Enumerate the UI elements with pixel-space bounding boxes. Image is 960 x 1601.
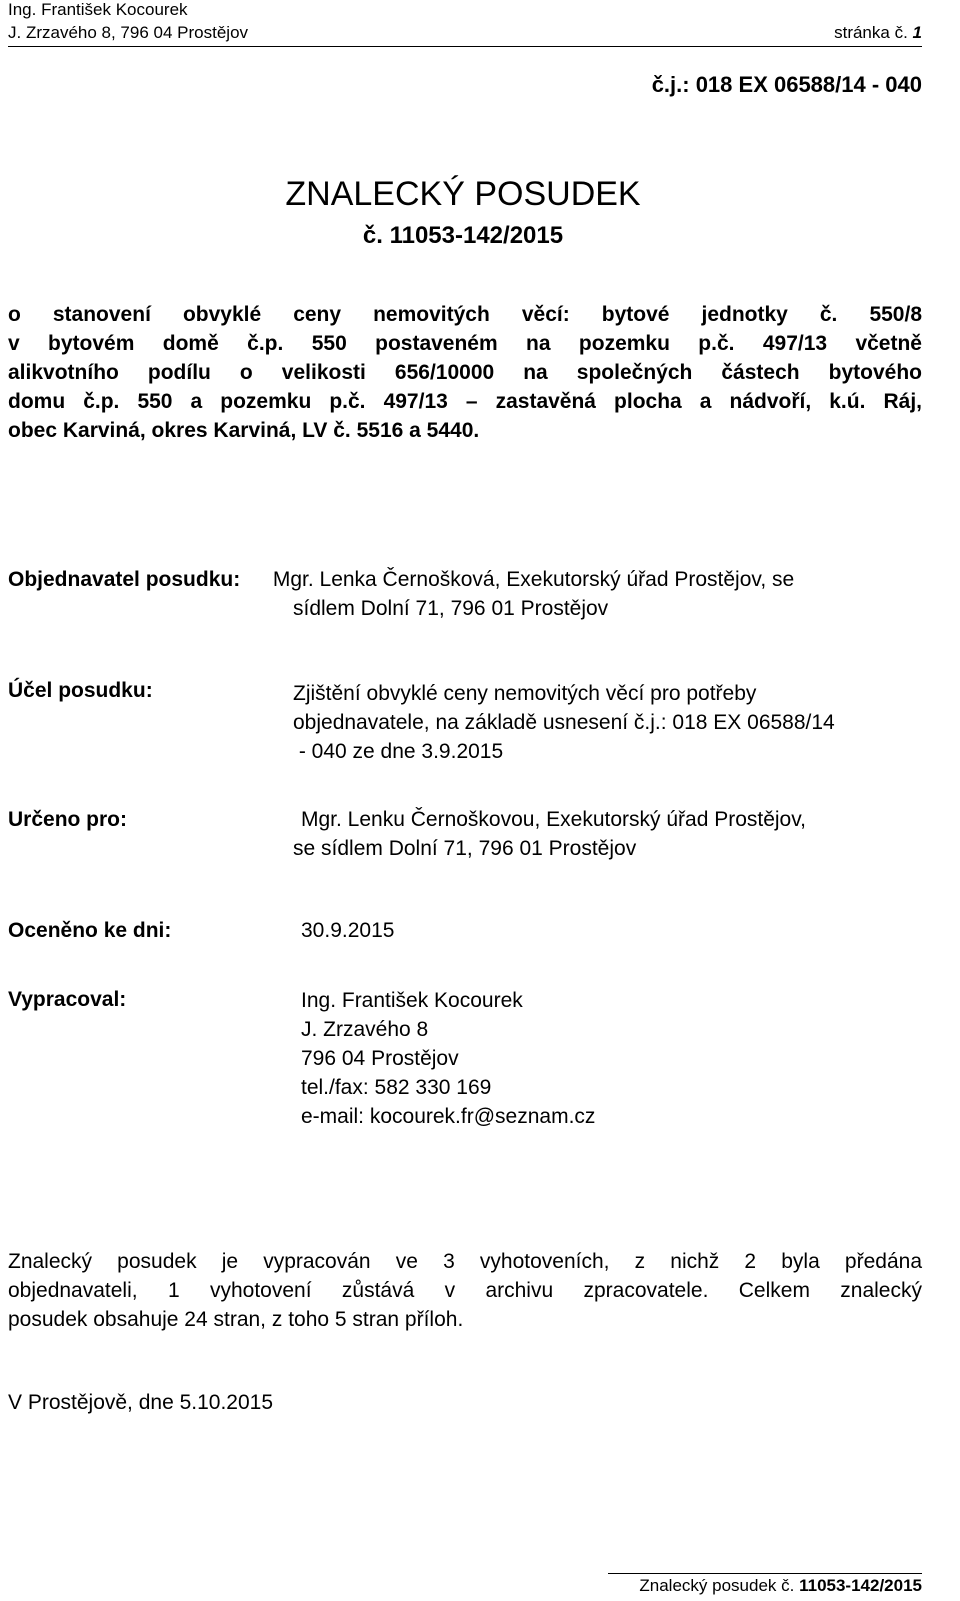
page-label: stránka č.: [834, 23, 908, 42]
subject-description: [8, 300, 922, 445]
footer-divider: [608, 1573, 922, 1574]
purpose-label: Účel posudku:: [8, 679, 153, 702]
preparer-name: Ing. František Kocourek: [301, 989, 523, 1012]
preparer-phone: tel./fax: 582 330 169: [301, 1076, 492, 1099]
document-number: č. 11053-142/2015: [362, 222, 564, 249]
copies-note: [8, 1247, 922, 1334]
description-line: o stanovení obvyklé ceny nemovitých věcí: bytové jednotky č. 550/8: [8, 303, 922, 326]
valuation-date-label: Oceněno ke dni:: [8, 919, 172, 942]
document-title: ZNALECKÝ POSUDEK: [285, 175, 641, 213]
footer-number: 11053-142/2015: [799, 1576, 922, 1595]
header-author-name: Ing. František Kocourek: [8, 0, 188, 19]
place-and-date: V Prostějově, dne 5.10.2015: [8, 1391, 274, 1414]
preparer-street: J. Zrzavého 8: [301, 1018, 429, 1041]
footer-document-reference: [639, 1576, 922, 1596]
prepared-by-label: Vypracoval:: [8, 988, 127, 1011]
purpose-line: objednavatele, na základě usnesení č.j.: 018 EX 06588/14: [293, 711, 835, 734]
client-label: Objednavatel posudku:: [8, 568, 241, 591]
valuation-date-value: 30.9.2015: [301, 919, 395, 942]
header-divider: [8, 46, 922, 47]
note-line: Znalecký posudek je vypracován ve 3 vyhotoveních, z nichž 2 byla předána: [8, 1250, 922, 1273]
note-line: posudek obsahuje 24 stran, z toho 5 stran příloh.: [8, 1308, 464, 1331]
client-value-line-1: [267, 568, 794, 592]
purpose-line: - 040 ze dne 3.9.2015: [293, 740, 504, 763]
client-value-line-2: sídlem Dolní 71, 796 01 Prostějov: [293, 597, 609, 620]
case-number: č.j.: 018 EX 06588/14 - 040: [651, 72, 922, 97]
header-author-address: J. Zrzavého 8, 796 04 Prostějov: [8, 23, 249, 42]
description-line: domu č.p. 550 a pozemku p.č. 497/13 – zastavěná plocha a nádvoří, k.ú. Ráj,: [8, 390, 922, 413]
purpose-value: [293, 679, 938, 766]
description-line: v bytovém domě č.p. 550 postaveném na pozemku p.č. 497/13 včetně: [8, 332, 922, 355]
intended-for-label: Určeno pro:: [8, 808, 128, 831]
purpose-line: Zjištění obvyklé ceny nemovitých věcí pro potřeby: [293, 682, 757, 705]
page-number: 1: [912, 23, 922, 42]
client-value-text: Mgr. Lenka Černošková, Exekutorský úřad Prostějov, se: [267, 568, 795, 591]
intended-for-line-2: se sídlem Dolní 71, 796 01 Prostějov: [293, 837, 637, 860]
description-line: obec Karviná, okres Karviná, LV č. 5516 a 5440.: [8, 419, 480, 442]
intended-for-line-1: Mgr. Lenku Černoškovou, Exekutorský úřad Prostějov,: [301, 808, 807, 831]
note-line: objednavateli, 1 vyhotovení zůstává v archivu zpracovatele. Celkem znalecký: [8, 1279, 922, 1302]
preparer-email: e-mail: kocourek.fr@seznam.cz: [301, 1105, 596, 1128]
footer-label: Znalecký posudek č.: [639, 1576, 795, 1595]
prepared-by-contact: [301, 986, 595, 1131]
preparer-city: 796 04 Prostějov: [301, 1047, 459, 1070]
header-page-indicator: [834, 23, 922, 43]
description-line: alikvotního podílu o velikosti 656/10000 na společných částech bytového: [8, 361, 922, 384]
